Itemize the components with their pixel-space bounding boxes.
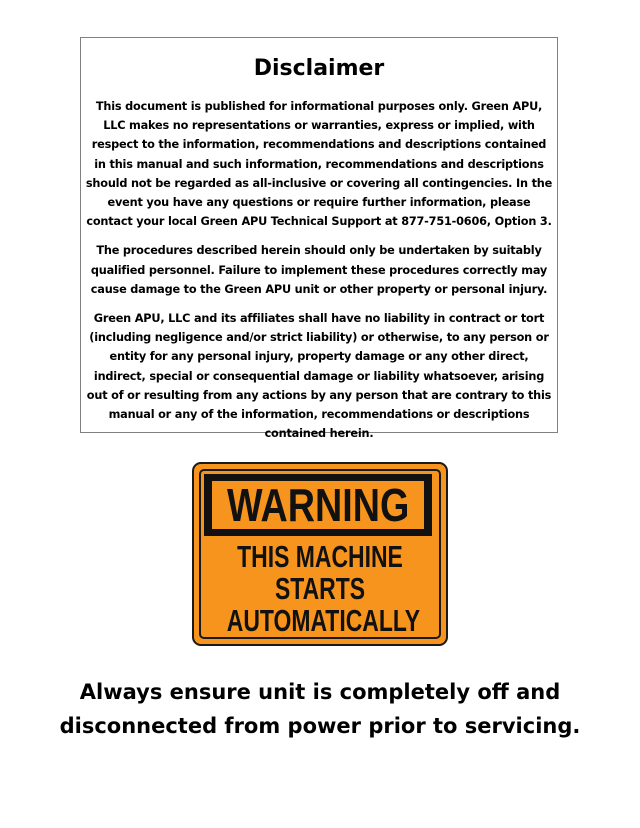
- caution-line-2: disconnected from power prior to servicing.: [59, 714, 581, 738]
- caution-line-1: Always ensure unit is completely off and: [79, 680, 561, 704]
- warning-line-3: AUTOMATICALLY: [226, 603, 421, 638]
- disclaimer-box: [80, 37, 558, 441]
- disclaimer-paragraph-1: This document is published for informational purposes only. Green APU, LLC makes no representations or warranties, express or implied, with respect to the information, recommendations and descriptions contained in this manual and such information, recommendations and descriptions should not be regarded as all-inclusive or covering all contingencies. In the event you have any questions or require further information, please contact your local Green APU Technical Support at 877-751-0606, Option 3.: [85, 100, 553, 229]
- warning-message: [194, 541, 446, 637]
- warning-header: WARNING: [226, 479, 410, 531]
- warning-sign: [192, 462, 448, 646]
- warning-line-1: THIS MACHINE: [237, 539, 403, 574]
- warning-line-2: STARTS: [274, 571, 366, 606]
- disclaimer-paragraph-2: The procedures described herein should only be undertaken by suitably qualified personnel. Failure to implement these procedures correctly may cause damage to the Green APU unit or other property or personal injury.: [90, 244, 548, 296]
- warning-banner: [204, 474, 432, 536]
- caution-statement: [0, 675, 640, 743]
- disclaimer-paragraph-3: Green APU, LLC and its affiliates shall have no liability in contract or tort (including negligence and/or strict liability) or otherwise, to any person or entity for any personal injury, property damage or any other direct, indirect, special or consequential damage or liability whatsoever, arising out of or resulting from any actions by any person that are contrary to this manual or any of the information, recommendations or descriptions contained herein.: [86, 312, 552, 441]
- disclaimer-title: Disclaimer: [253, 56, 385, 81]
